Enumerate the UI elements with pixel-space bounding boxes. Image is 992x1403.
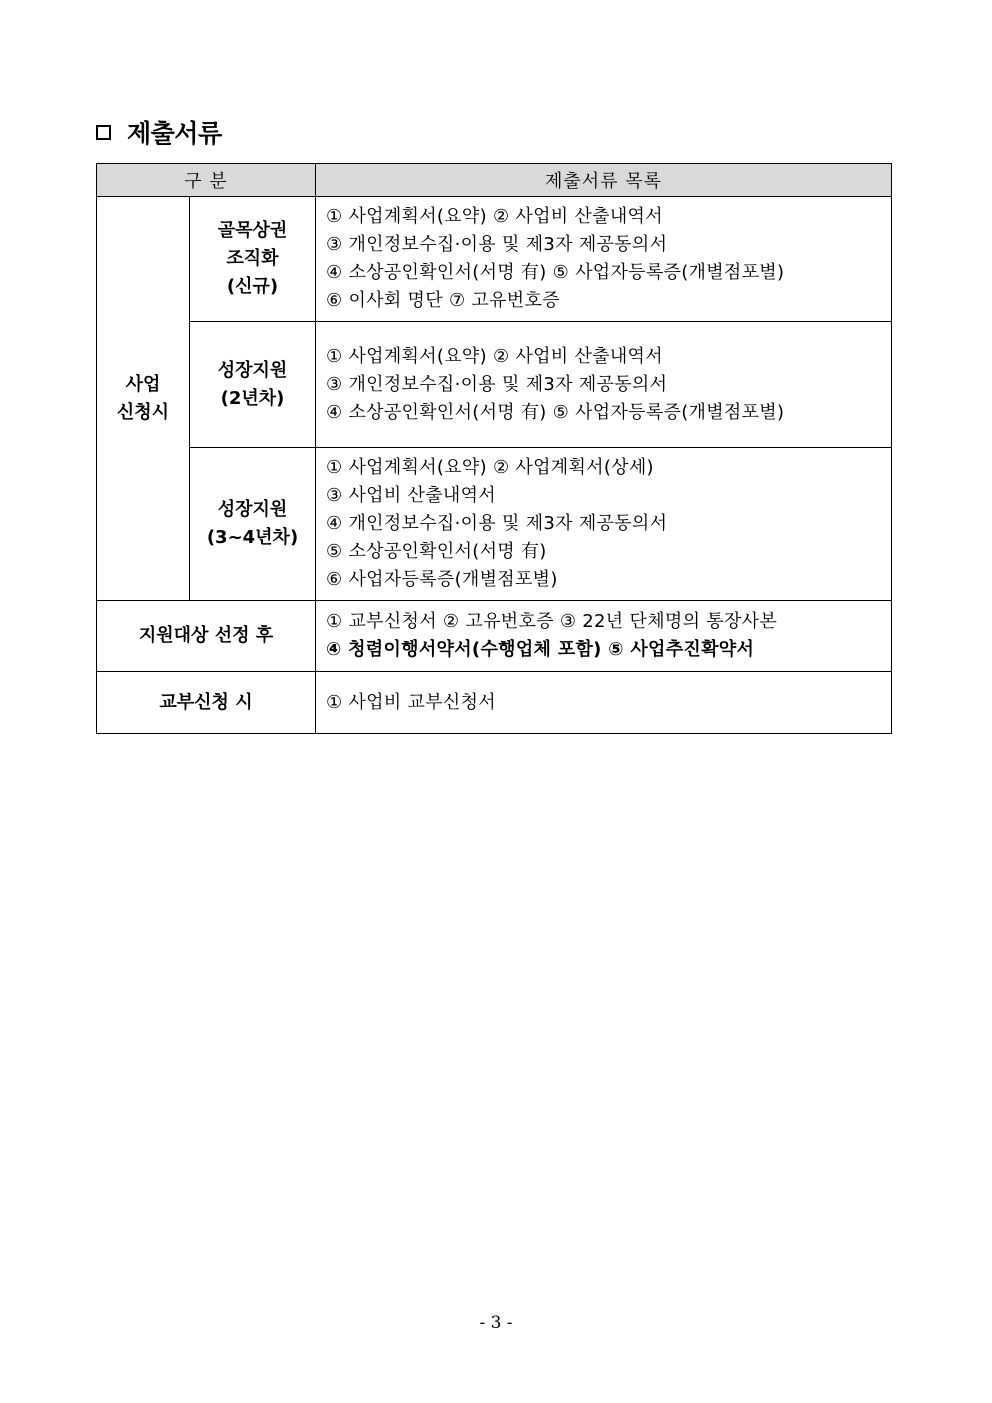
list-item: ① 사업계획서(요약) ② 사업비 산출내역서 (326, 345, 663, 367)
list-item: ⑤ 소상공인확인서(서명 有) (326, 541, 547, 562)
list-item: ④ 소상공인확인서(서명 有) ⑤ 사업자등록증(개별점포별) (326, 262, 785, 283)
row-label: 성장지원 (3~4년차) (190, 448, 316, 601)
row-label-grant-request: 교부신청 시 (97, 672, 316, 734)
list-item: ① 사업비 교부신청서 (326, 691, 496, 713)
row-label: 성장지원 (2년차) (190, 322, 316, 448)
header-category: 구 분 (97, 164, 316, 197)
row-items (316, 197, 892, 322)
header-document-list: 제출서류 목록 (316, 164, 892, 197)
group-label-application: 사업 신청시 (97, 197, 190, 601)
list-item: ④ 개인정보수집·이용 및 제3자 제공동의서 (326, 513, 668, 534)
section-title: 제출서류 (127, 119, 222, 148)
documents-table (96, 163, 892, 734)
row-items (316, 448, 892, 601)
list-item: ④ 소상공인확인서(서명 有) ⑤ 사업자등록증(개별점포별) (326, 401, 785, 423)
table-row (97, 448, 892, 601)
list-item: ① 사업계획서(요약) ② 사업비 산출내역서 (326, 206, 663, 227)
list-item: ③ 사업비 산출내역서 (326, 485, 496, 506)
table-row (97, 672, 892, 734)
list-item: ① 교부신청서 ② 고유번호증 ③ 22년 단체명의 통장사본 (326, 611, 778, 632)
section-heading (96, 114, 222, 150)
row-label-after-selection: 지원대상 선정 후 (97, 601, 316, 672)
table-header-row (97, 164, 892, 197)
row-items (316, 672, 892, 734)
page-number: - 3 - (479, 1313, 513, 1333)
list-item: ③ 개인정보수집·이용 및 제3자 제공동의서 (326, 373, 668, 395)
list-item-bold: ④ 청렴이행서약서(수행업체 포함) ⑤ 사업추진확약서 (326, 639, 755, 660)
checkbox-square-icon (96, 125, 111, 140)
row-items (316, 601, 892, 672)
row-items (316, 322, 892, 448)
list-item: ⑥ 사업자등록증(개별점포별) (326, 569, 558, 590)
list-item: ⑥ 이사회 명단 ⑦ 고유번호증 (326, 290, 560, 311)
list-item: ① 사업계획서(요약) ② 사업계획서(상세) (326, 457, 654, 478)
table-row (97, 601, 892, 672)
table-row (97, 322, 892, 448)
table-row (97, 197, 892, 322)
row-label: 골목상권 조직화 (신규) (190, 197, 316, 322)
list-item: ③ 개인정보수집·이용 및 제3자 제공동의서 (326, 234, 668, 255)
